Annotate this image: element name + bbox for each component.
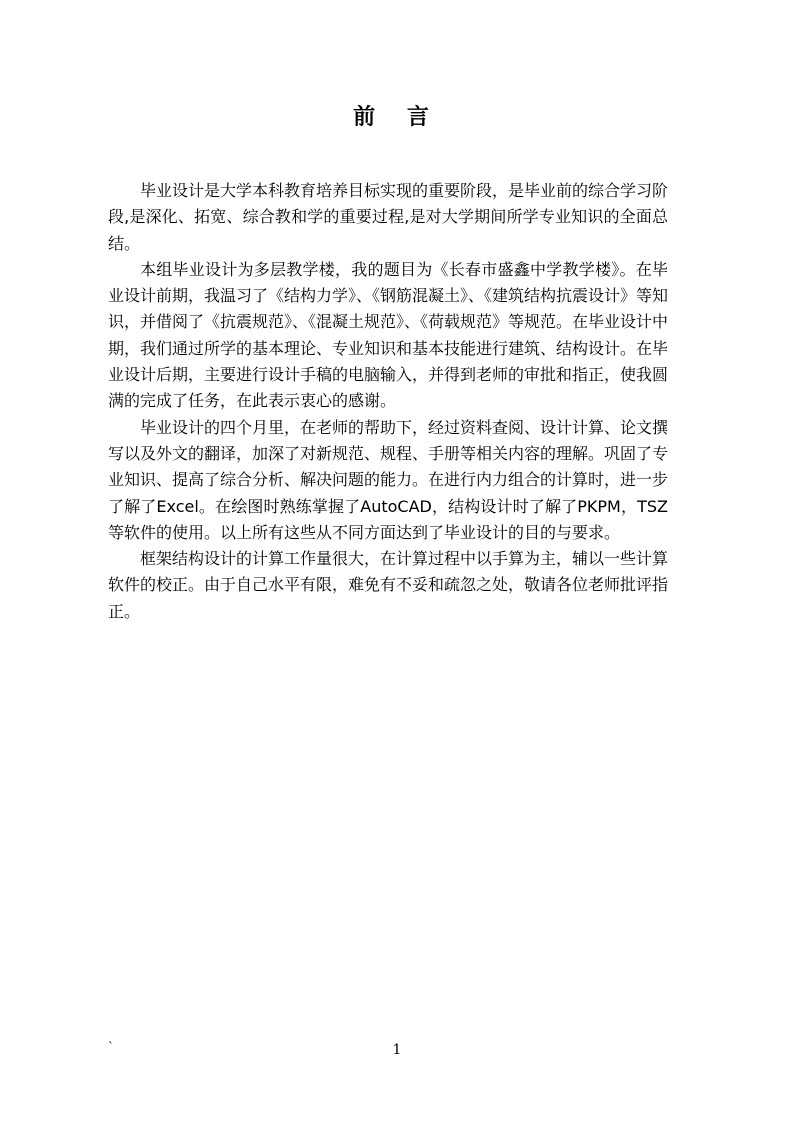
page-number: 1 bbox=[392, 1042, 402, 1058]
page-title: 前 言 bbox=[353, 105, 441, 130]
body-text bbox=[108, 178, 668, 625]
footer-mark: ` bbox=[108, 1040, 114, 1054]
paragraph-3: 毕业设计的四个月里，在老师的帮助下，经过资料查阅、设计计算、论文撰写以及外文的翻译，加深了对新规范、规程、手册等相关内容的理解。巩固了专业知识、提高了综合分析、解决问题的能力。在进行内力组合的计算时，进一步了解了Excel。在绘图时熟练掌握了AutoCAD，结构设计时了解了PKPM，TSZ等软件的使用。以上所有这些从不同方面达到了毕业设计的目的与要求。 bbox=[108, 417, 669, 542]
paragraph-4: 框架结构设计的计算工作量很大，在计算过程中以手算为主，辅以一些计算软件的校正。由于自己水平有限，难免有不妥和疏忽之处，敬请各位老师批评指正。 bbox=[108, 549, 669, 621]
paragraph-2: 本组毕业设计为多层教学楼，我的题目为《长春市盛鑫中学教学楼》。在毕业设计前期，我温习了《结构力学》、《钢筋混凝土》、《建筑结构抗震设计》等知识，并借阅了《抗震规范》、《混凝土规范》、《荷载规范》等规范。在毕业设计中期，我们通过所学的基本理论、专业知识和基本技能进行建筑、结构设计。在毕业设计后期，主要进行设计手稿的电脑输入，并得到老师的审批和指正，使我圆满的完成了任务，在此表示衷心的感谢。 bbox=[108, 259, 669, 411]
paragraph-1: 毕业设计是大学本科教育培养目标实现的重要阶段，是毕业前的综合学习阶段,是深化、拓宽、综合教和学的重要过程,是对大学期间所学专业知识的全面总结。 bbox=[108, 181, 669, 253]
